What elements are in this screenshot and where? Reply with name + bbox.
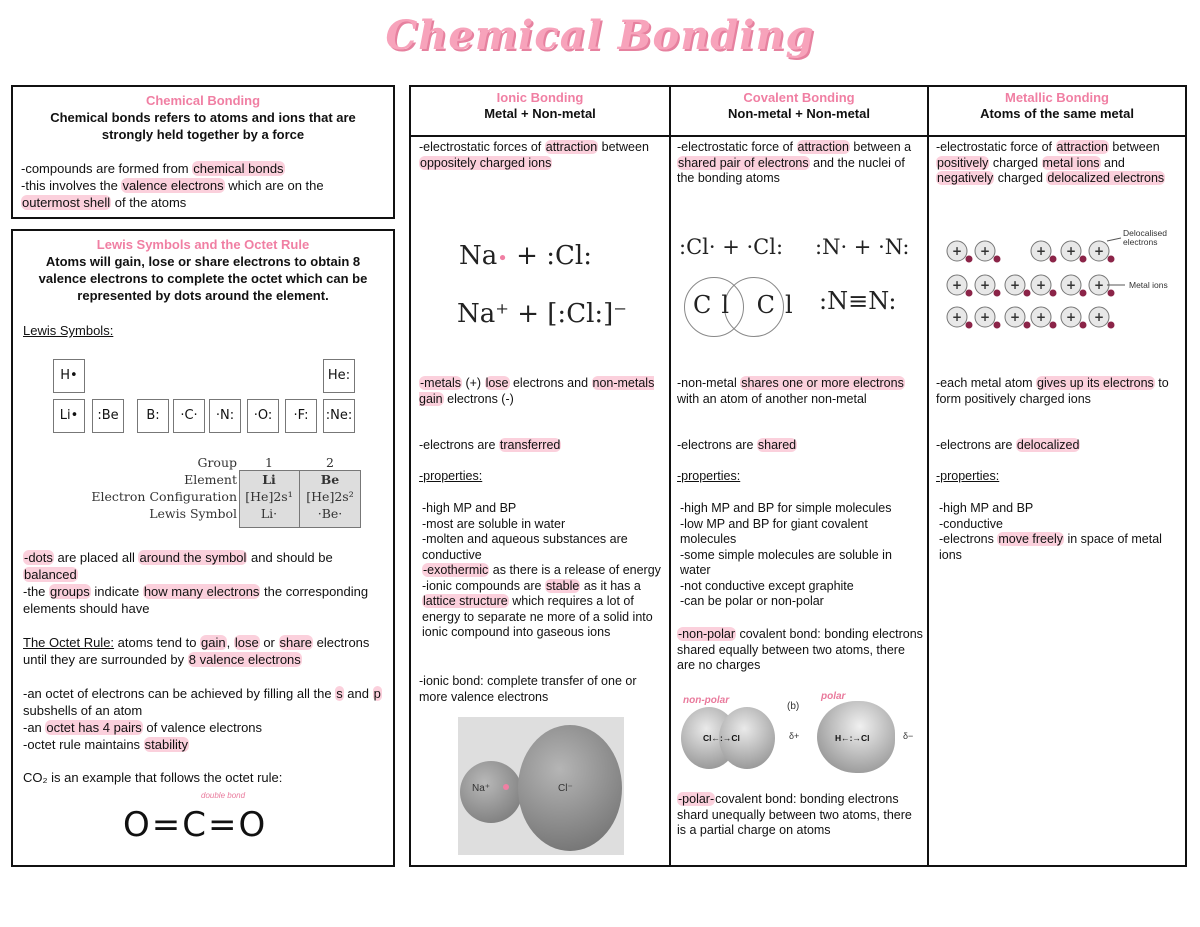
covalent-heading: Covalent Bonding: [743, 90, 855, 105]
metal-ion-plus: +: [979, 244, 991, 258]
delocalised-electron: [966, 322, 973, 329]
delocalised-electron: [966, 256, 973, 263]
ionic-properties-label: -properties:: [419, 469, 483, 483]
delta-plus: δ+: [789, 731, 800, 741]
metallic-subheading: Atoms of the same metal: [980, 106, 1134, 121]
lewis-symbol-he: He:: [323, 359, 355, 393]
covalent-nonpolar-note: -non-polar covalent bond: bonding electrons shared equally between two atoms, there are no charges: [677, 627, 923, 672]
lewis-symbol-f: ·F:: [285, 399, 317, 433]
ionic-spheres-image: [458, 717, 624, 855]
metal-ion-plus: +: [979, 278, 991, 292]
ion-na-label: Na⁺: [472, 783, 491, 794]
delocalised-electrons-label: Delocalised electrons: [1123, 228, 1167, 247]
covalent-polarity-image: [679, 691, 923, 777]
covalent-electrons-note: -electrons are shared: [677, 438, 797, 452]
lewis-octet-box: [11, 229, 395, 867]
lewis-symbol-li: Li•: [53, 399, 85, 433]
metallic-properties-label: -properties:: [936, 469, 1000, 483]
metallic-definition: -electrostatic force of attraction between positively charged metal ions and negatively charged delocalized electrons: [936, 140, 1165, 185]
ionic-diagram: Na• + :Cl: Na⁺ + [:Cl:]⁻: [457, 241, 628, 329]
symbol-be: ·Be·: [317, 506, 343, 521]
metal-ion-plus: +: [1093, 244, 1105, 258]
lewis-symbol-h: H•: [53, 359, 85, 393]
delocalised-electron: [994, 290, 1001, 297]
metal-ion-plus: +: [951, 278, 963, 292]
ionic-equation-2: Na⁺ + [:Cl:]⁻: [457, 299, 628, 329]
page-title: Chemical Bonding: [385, 12, 815, 59]
delocalised-electron: [1024, 322, 1031, 329]
covalent-properties-label: -properties:: [677, 469, 741, 483]
metallic-column: [929, 87, 1185, 865]
element-label: Element: [184, 472, 237, 487]
metal-ion-plus: +: [1093, 310, 1105, 324]
lewis-symbol-o: ·O:: [247, 399, 279, 433]
image-cl-bond: Cl←:→Cl: [703, 733, 740, 743]
delocalised-electron: [1050, 256, 1057, 263]
octet-notes: -an octet of electrons can be achieved by filling all the s and p subshells of an atom -an octet has 4 pairs of valence electrons -octet rule maintains stability: [23, 686, 381, 752]
ionic-transfer-note: -metals (+) lose electrons and non-metals gain electrons (-): [419, 376, 655, 406]
delocalised-electron: [1108, 256, 1115, 263]
lewis-symbol-c: ·C·: [173, 399, 205, 433]
covalent-diagram: [679, 235, 919, 345]
bonding-types-table: [409, 85, 1187, 867]
delocalised-electron: [1024, 290, 1031, 297]
ionic-column: [411, 87, 669, 865]
octet-rule-note: The Octet Rule: atoms tend to gain, lose or share electrons until they are surrounded by 8 valence electrons: [23, 635, 370, 667]
metal-ion-plus: +: [1009, 278, 1021, 292]
lewis-symbols-label: Lewis Symbols:: [23, 323, 114, 338]
metallic-give-note: -each metal atom gives up its electrons to form positively charged ions: [936, 376, 1169, 406]
config-be: [He]2s²: [306, 489, 354, 504]
image-hcl-bond: H←:→Cl: [835, 733, 870, 743]
metal-ion-plus: +: [1009, 310, 1021, 324]
config-li: [He]2s¹: [245, 489, 293, 504]
group-label: Group: [197, 455, 237, 470]
chemical-bonding-notes: -compounds are formed from chemical bonds -this involves the valence electrons which are on the outermost shell of the atoms: [21, 161, 324, 210]
delocalised-electron: [994, 256, 1001, 263]
metal-ion-plus: +: [1035, 244, 1047, 258]
lewis-dots-note: -dots are placed all around the symbol and should be balanced: [24, 550, 333, 582]
element-li: Li: [262, 472, 276, 487]
covalent-eq-n: :N· + ·N:: [815, 235, 910, 259]
delocalised-electron: [1080, 256, 1087, 263]
delta-minus: δ−: [903, 731, 914, 741]
lewis-symbols-grid: [51, 353, 361, 443]
element-be: Be: [320, 472, 340, 487]
image-b-label: (b): [787, 701, 800, 712]
delocalised-electron: [1080, 290, 1087, 297]
delocalised-electron: [994, 322, 1001, 329]
co2-diagram: [123, 791, 293, 859]
chemical-bonding-definition: Chemical bonds refers to atoms and ions that are strongly held together by a force: [50, 110, 356, 142]
co2-note: CO₂ is an example that follows the octet rule:: [23, 770, 283, 785]
lewis-symbol-ne: :Ne:: [323, 399, 355, 433]
lewis-symbol-be: :Be: [92, 399, 124, 433]
symbol-li: Li·: [260, 506, 278, 521]
delocalised-electron: [1108, 290, 1115, 297]
lewis-group-table: [57, 455, 367, 535]
ion-cl-label: Cl⁻: [558, 783, 573, 794]
group-1: 1: [265, 455, 273, 470]
chemical-bonding-box: [11, 85, 395, 219]
metallic-properties: -high MP and BP -conductive -electrons move freely in space of metal ions: [939, 501, 1162, 562]
covalent-definition: -electrostatic force of attraction between a shared pair of electrons and the nuclei of the bonding atoms: [677, 140, 912, 185]
metallic-lattice-diagram: [943, 228, 1183, 333]
covalent-polar-note: -polar-covalent bond: bonding electrons shard unequally between two atoms, there is a partial charge on atoms: [677, 792, 912, 837]
covalent-properties: -high MP and BP for simple molecules -low MP and BP for giant covalent molecules -some simple molecules are soluble in water -not conductive except graphite -can be polar or non-polar: [680, 501, 892, 608]
lewis-groups-note: -the groups indicate how many electrons the corresponding elements should have: [23, 584, 369, 616]
metal-ion-plus: +: [951, 310, 963, 324]
chemical-bonding-heading: Chemical Bonding: [145, 93, 261, 108]
delocalised-electron: [1108, 322, 1115, 329]
delocalised-electron: [966, 290, 973, 297]
covalent-eq-n2: :N≡N:: [819, 287, 897, 315]
lewis-heading: Lewis Symbols and the Octet Rule: [96, 237, 310, 252]
metal-ions-label: Metal ions: [1129, 280, 1168, 290]
lewis-symbol-n: ·N:: [209, 399, 241, 433]
lewis-intro: Atoms will gain, lose or share electrons to obtain 8 valence electrons to complete the octet which can be represented by dots around the element.: [38, 254, 368, 303]
metal-ion-plus: +: [1065, 244, 1077, 258]
metal-ion-plus: +: [1065, 278, 1077, 292]
co2-annotation: double bond: [201, 791, 246, 800]
ionic-properties: -high MP and BP -most are soluble in water -molten and aqueous substances are conductive -exothermic as there is a release of energy -ionic compounds are stable as it has a lattice structure which requires a lot of energy to separate ne more of a solid into ionic compound into gaseous ions: [422, 501, 661, 639]
metal-ion-plus: +: [1065, 310, 1077, 324]
metal-ion-plus: +: [951, 244, 963, 258]
symbol-label: Lewis Symbol: [149, 506, 237, 521]
ionic-definition: -electrostatic forces of attraction between oppositely charged ions: [419, 140, 649, 170]
metallic-heading: Metallic Bonding: [1005, 90, 1109, 105]
group-2: 2: [326, 455, 334, 470]
ionic-subheading: Metal + Non-metal: [484, 106, 596, 121]
metal-ion-plus: +: [1093, 278, 1105, 292]
nonpolar-label: non-polar: [683, 695, 730, 706]
metallic-electrons-note: -electrons are delocalized: [936, 438, 1080, 452]
covalent-column: [671, 87, 927, 865]
ionic-electrons-note: -electrons are transferred: [419, 438, 561, 452]
covalent-subheading: Non-metal + Non-metal: [728, 106, 870, 121]
config-label: Electron Configuration: [91, 489, 237, 504]
co2-formula: O=C=O: [123, 805, 268, 845]
metal-ion-plus: +: [1035, 310, 1047, 324]
ionic-bond-note: -ionic bond: complete transfer of one or more valence electrons: [419, 674, 637, 704]
covalent-eq-cl: :Cl· + ·Cl:: [679, 235, 784, 259]
metal-ion-plus: +: [1035, 278, 1047, 292]
metal-ion-plus: +: [979, 310, 991, 324]
delocalised-electron: [1080, 322, 1087, 329]
delocalised-electron: [1050, 290, 1057, 297]
covalent-share-note: -non-metal shares one or more electrons with an atom of another non-metal: [677, 376, 904, 406]
ionic-heading: Ionic Bonding: [496, 90, 584, 105]
delocalised-electron: [1050, 322, 1057, 329]
covalent-eq-cl2: Cl Cl: [693, 291, 803, 319]
polar-label: polar: [821, 691, 846, 702]
lewis-symbol-b: B:: [137, 399, 169, 433]
